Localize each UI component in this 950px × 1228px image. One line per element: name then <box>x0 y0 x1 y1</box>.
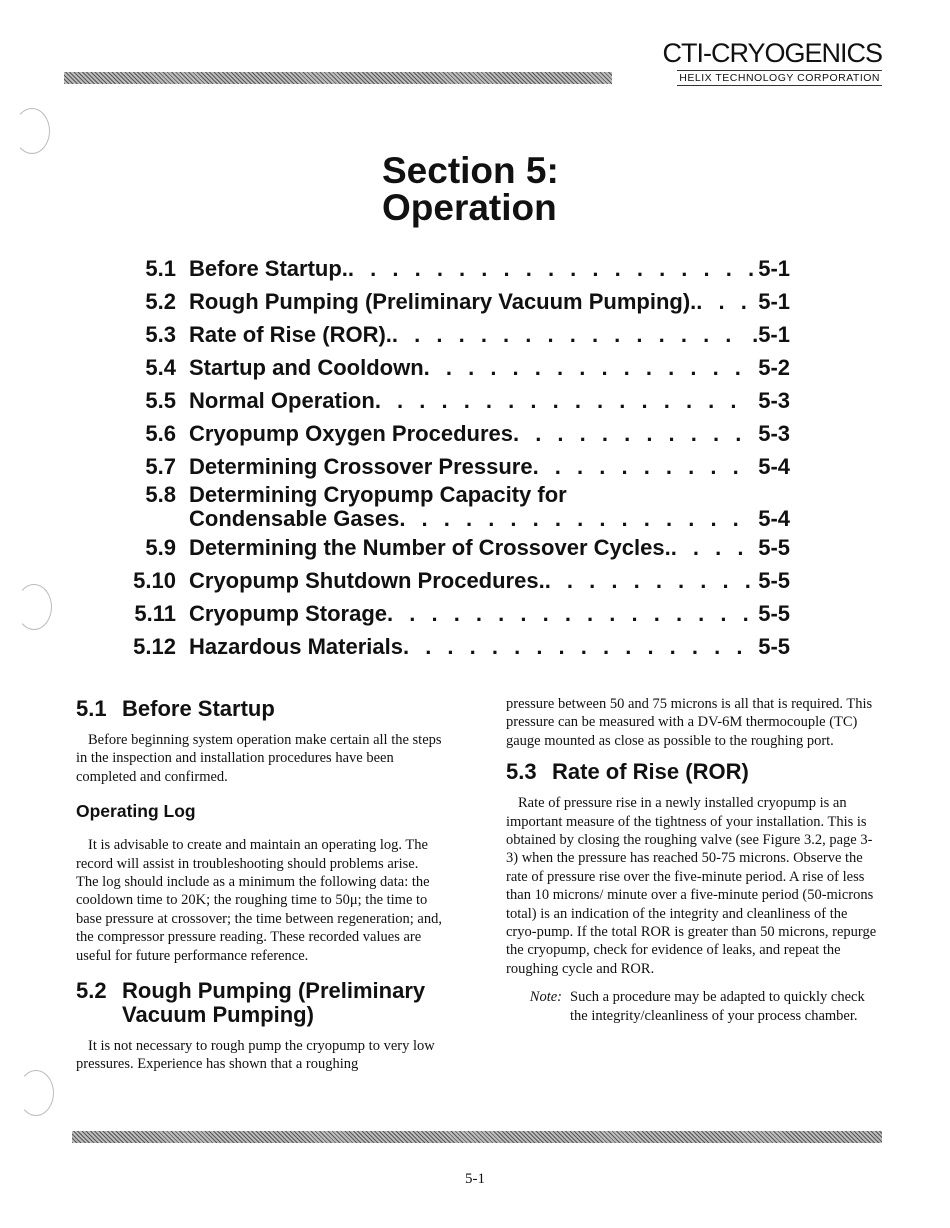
page-number: 5-1 <box>465 1171 485 1187</box>
toc-entry-title: Before Startup. <box>189 256 348 281</box>
toc-entry-title: Cryopump Oxygen Procedures <box>189 421 513 446</box>
note-label: Note: <box>529 989 562 1006</box>
section-title <box>382 152 559 226</box>
toc-leader-dots <box>387 597 754 630</box>
toc-leader-dots <box>545 564 755 597</box>
toc-entry-title: Determining Cryopump Capacity for <box>189 483 567 507</box>
toc-entry <box>120 252 790 285</box>
toc-entry <box>120 351 790 384</box>
top-decorative-bar <box>64 72 612 84</box>
heading-rough-pumping <box>76 979 444 1027</box>
toc-entry <box>120 531 790 564</box>
note-block <box>506 988 878 1025</box>
toc-entry-page: 5-5 <box>758 535 790 560</box>
left-column <box>76 697 444 1074</box>
toc-entry-title: Determining the Number of Crossover Cycles. <box>189 535 671 560</box>
toc-entry-number: 5.7 <box>145 454 176 479</box>
heading-number: 5.1 <box>76 696 107 721</box>
brand-logo <box>640 38 882 86</box>
toc-entry-number: 5.5 <box>145 388 176 413</box>
toc-entry-page: 5-1 <box>758 289 790 314</box>
toc-entry-page: 5-2 <box>758 355 790 380</box>
toc-entry <box>120 384 790 417</box>
rough-pumping-continued-paragraph: pressure between 50 and 75 microns is all that is required. This pressure can be measured with a DV-6M thermocouple (TC) gauge mounted as close as possible to the roughing port. <box>506 696 873 749</box>
heading-text: Before Startup <box>122 696 275 721</box>
toc-entry-page: 5-4 <box>758 454 790 479</box>
toc-entry <box>120 450 790 483</box>
toc-entry-page: 5-5 <box>758 634 790 659</box>
toc-entry-title: Cryopump Storage <box>189 601 388 626</box>
toc-entry-page: 5-5 <box>758 601 790 626</box>
right-column <box>506 697 878 1025</box>
binder-hole-top <box>14 108 50 154</box>
section-title-line2: Operation <box>382 187 557 228</box>
toc-leader-dots <box>424 351 755 384</box>
toc-entry-number: 5.9 <box>145 535 176 560</box>
toc-entry-title: Rate of Rise (ROR). <box>189 322 392 347</box>
toc-entry-title: Rough Pumping (Preliminary Vacuum Pumping). <box>189 289 697 314</box>
section-title-line1: Section 5: <box>382 150 559 191</box>
operating-log-paragraph: It is advisable to create and maintain an operating log. The record will assist in troubleshooting should problems arise. The log should include as a minimum the following data: the cooldown time to 20K; the roughing time to 50μ; the time to base pressure at crossover; the time between regeneration; and, the compressor pressure reading. These recorded values are useful for future performance reference. <box>76 837 442 964</box>
toc-entry-title: Hazardous Materials <box>189 634 403 659</box>
toc-entry-number: 5.11 <box>134 601 176 626</box>
toc-leader-dots <box>348 252 754 285</box>
table-of-contents <box>120 252 790 663</box>
toc-leader-dots <box>375 384 754 417</box>
heading-rate-of-rise <box>506 760 878 784</box>
heading-before-startup <box>76 697 444 721</box>
toc-entry-title: Startup and Cooldown <box>189 355 424 380</box>
toc-leader-dots <box>696 285 754 318</box>
binder-hole-middle <box>16 584 52 630</box>
brand-name: CTI-CRYOGENICS <box>662 38 882 68</box>
toc-entry-title: Normal Operation <box>189 388 375 413</box>
toc-entry-title: Determining Crossover Pressure <box>189 454 533 479</box>
heading-number: 5.3 <box>506 759 537 785</box>
binder-hole-bottom <box>18 1070 54 1116</box>
toc-entry <box>120 285 790 318</box>
bottom-decorative-bar <box>72 1131 882 1143</box>
toc-entry-page: 5-3 <box>758 421 790 446</box>
toc-entry-title-continued: Condensable Gases <box>189 506 400 531</box>
toc-entry-page: 5-3 <box>758 388 790 413</box>
toc-entry-page: 5-4 <box>758 506 790 531</box>
heading-text: Rate of Rise (ROR) <box>552 759 749 785</box>
toc-entry <box>120 597 790 630</box>
toc-entry-number: 5.8 <box>145 483 176 507</box>
toc-entry-number: 5.4 <box>145 355 176 380</box>
toc-leader-dots <box>513 417 754 450</box>
toc-entry-number: 5.6 <box>145 421 176 446</box>
rough-pumping-paragraph: It is not necessary to rough pump the cryopump to very low pressures. Experience has shown that a roughing <box>76 1038 435 1073</box>
toc-entry-number: 5.3 <box>145 322 176 347</box>
brand-subtitle: HELIX TECHNOLOGY CORPORATION <box>679 72 880 84</box>
rate-of-rise-paragraph: Rate of pressure rise in a newly installed cryopump is an important measure of the tightness of your installation. This is obtained by closing the roughing valve (see Figure 3.2, page 3-3) when the pressure has reached 50-75 microns. Observe the rate of pressure rise over the five-minute period. A rise of less than 10 microns/ minute over a five-minute period (50-microns total) is an indication of the integrity and cleanliness of the cryo-pump. If the total ROR is greater than 50 microns, repurge the cryopump, check for evidence of leaks, and repeat the roughing cycle and ROR. <box>506 795 877 977</box>
heading-number: 5.2 <box>76 978 107 1004</box>
toc-entry <box>120 417 790 450</box>
toc-entry-number: 5.10 <box>133 568 176 593</box>
toc-leader-dots <box>533 450 755 483</box>
toc-leader-dots <box>392 318 748 351</box>
toc-entry <box>120 564 790 597</box>
toc-entry <box>120 318 790 351</box>
heading-operating-log: Operating Log <box>76 801 196 822</box>
toc-leader-dots <box>399 507 754 531</box>
toc-entry-number: 5.12 <box>133 634 176 659</box>
before-startup-paragraph: Before beginning system operation make certain all the steps in the inspection and installation procedures have been completed and confirmed. <box>76 732 442 785</box>
heading-text: Rough Pumping (Preliminary Vacuum Pumping) <box>122 978 426 1028</box>
toc-entry-page: 5-5 <box>758 568 790 593</box>
toc-leader-dots <box>671 531 755 564</box>
toc-entry-number: 5.2 <box>145 289 176 314</box>
toc-entry-page: 5-1 <box>758 256 790 281</box>
note-text: Such a procedure may be adapted to quickly check the integrity/cleanliness of your process chamber. <box>570 989 865 1024</box>
toc-entry <box>120 630 790 663</box>
toc-entry-number: 5.1 <box>145 256 176 281</box>
toc-entry-title: Cryopump Shutdown Procedures. <box>189 568 545 593</box>
toc-entry-page: .5-1 <box>752 322 790 347</box>
toc-entry <box>120 483 790 531</box>
toc-leader-dots <box>403 630 754 663</box>
